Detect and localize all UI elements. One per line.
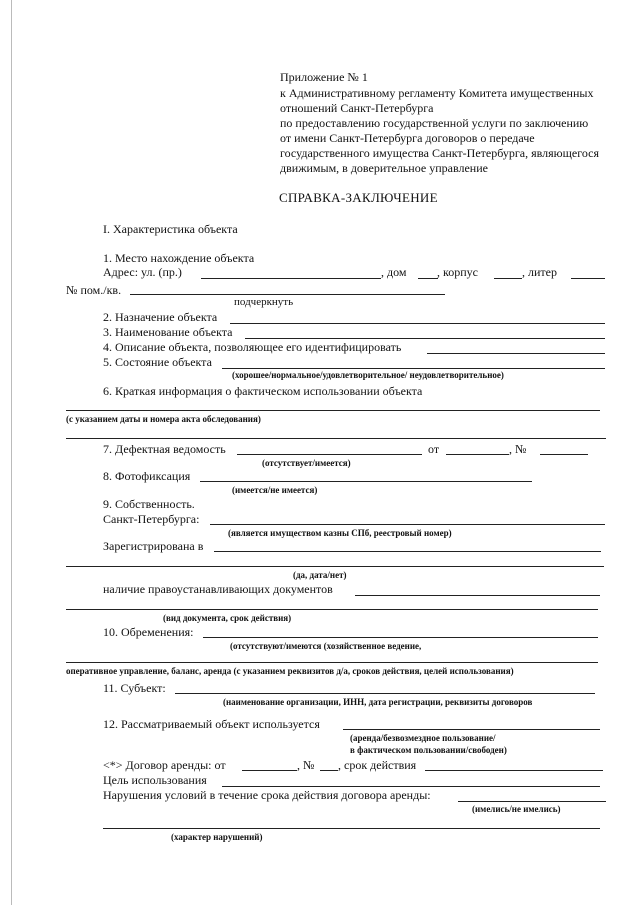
violations-nature-field[interactable]	[103, 828, 600, 829]
item-11-label: 11. Субъект:	[103, 681, 166, 695]
defect-list-field[interactable]	[237, 454, 422, 455]
appendix-line: к Административному регламенту Комитета имущественных	[280, 86, 594, 100]
subject-field[interactable]	[175, 693, 595, 694]
appendix-line: от имени Санкт-Петербурга договоров о передаче	[280, 131, 535, 145]
room-label: № пом./кв.	[66, 283, 122, 297]
title-docs-field-2[interactable]	[66, 609, 598, 610]
registered-hint: (да, дата/нет)	[293, 570, 347, 580]
lease-date-field[interactable]	[242, 770, 297, 771]
underline-hint: подчеркнуть	[234, 296, 294, 308]
registered-label: Зарегистрирована в	[103, 539, 204, 553]
item-8-label: 8. Фотофиксация	[103, 469, 191, 483]
purpose-of-use-field[interactable]	[222, 786, 600, 787]
item-4-label: 4. Описание объекта, позволяющее его идентифицировать	[103, 340, 402, 354]
defect-date-label: от	[428, 442, 440, 456]
letter-label: , литер	[522, 265, 557, 279]
photo-hint: (имеется/не имеется)	[232, 485, 318, 495]
item-9-label: 9. Собственность.	[103, 497, 195, 511]
title-docs-field[interactable]	[355, 595, 600, 596]
item-12-label: 12. Рассматриваемый объект используется	[103, 717, 320, 731]
usage-type-hint-1: (аренда/безвозмездное пользование/	[350, 733, 496, 743]
subject-hint: (наименование организации, ИНН, дата регистрации, реквизиты договоров	[223, 697, 533, 707]
violations-nature-hint: (характер нарушений)	[171, 832, 263, 842]
building-field[interactable]	[494, 278, 522, 279]
encumbrance-field[interactable]	[203, 637, 598, 638]
registered-field[interactable]	[214, 551, 601, 552]
violations-hint: (имелись/не имелись)	[472, 804, 561, 814]
street-field[interactable]	[201, 278, 381, 279]
spb-field[interactable]	[210, 524, 605, 525]
room-field[interactable]	[130, 294, 445, 295]
item-3-label: 3. Наименование объекта	[103, 325, 233, 339]
appendix-line: отношений Санкт-Петербурга	[280, 101, 434, 115]
title-docs-hint: (вид документа, срок действия)	[163, 613, 292, 623]
item-6-label: 6. Краткая информация о фактическом использовании объекта	[103, 384, 423, 398]
condition-hint: (хорошее/нормальное/удовлетворительное/ неудовлетворительное)	[232, 370, 504, 380]
photo-field[interactable]	[200, 481, 532, 482]
usage-field-2[interactable]	[66, 438, 606, 439]
usage-hint: (с указанием даты и номера акта обследования)	[66, 414, 261, 424]
description-field[interactable]	[427, 353, 605, 354]
usage-field[interactable]	[66, 410, 600, 411]
lease-term-label: , срок действия	[338, 758, 417, 772]
house-field[interactable]	[418, 278, 438, 279]
item-10-label: 10. Обременения:	[103, 625, 194, 639]
name-field[interactable]	[245, 338, 605, 339]
lease-number-field[interactable]	[320, 770, 338, 771]
item-2-label: 2. Назначение объекта	[103, 310, 218, 324]
condition-field[interactable]	[222, 368, 605, 369]
defect-number-field[interactable]	[540, 454, 588, 455]
appendix-line: по предоставлению государственной услуги по заключению	[280, 116, 589, 130]
violations-field[interactable]	[458, 801, 606, 802]
lease-label: <*> Договор аренды: от	[103, 758, 226, 772]
encumbrance-field-2[interactable]	[66, 662, 598, 663]
document-title: СПРАВКА-ЗАКЛЮЧЕНИЕ	[279, 190, 438, 205]
house-label: , дом	[381, 265, 407, 279]
purpose-of-use-label: Цель использования	[103, 773, 207, 787]
registered-field-2[interactable]	[66, 566, 604, 567]
item-1-label: 1. Место нахождение объекта	[103, 251, 255, 265]
usage-type-field[interactable]	[343, 729, 600, 730]
appendix-title: Приложение № 1	[280, 70, 368, 84]
title-docs-label: наличие правоустанавливающих документов	[103, 582, 333, 596]
encumbrance-hint-1: (отсутствуют/имеются (хозяйственное ведение,	[230, 641, 422, 651]
appendix-line: государственного имущества Санкт-Петербурга, являющегося	[280, 146, 599, 160]
address-label: Адрес: ул. (пр.)	[103, 265, 182, 279]
letter-field[interactable]	[571, 278, 605, 279]
lease-number-label: , №	[297, 758, 315, 772]
item-7-label: 7. Дефектная ведомость	[103, 442, 226, 456]
lease-term-field[interactable]	[425, 770, 603, 771]
defect-number-label: , №	[509, 442, 527, 456]
appendix-line: движимым, в доверительное управление	[280, 161, 488, 175]
purpose-field[interactable]	[230, 323, 605, 324]
usage-type-hint-2: в фактическом пользовании/свободен)	[350, 745, 507, 755]
violations-label: Нарушения условий в течение срока действия договора аренды:	[103, 788, 431, 802]
spb-hint: (является имуществом казны СПб, реестровый номер)	[228, 528, 452, 538]
building-label: , корпус	[437, 265, 478, 279]
encumbrance-hint-2: оперативное управление, баланс, аренда (с указанием реквизитов д/а, сроков действия, целей использования)	[66, 666, 514, 676]
section-heading: I. Характеристика объекта	[103, 222, 238, 236]
defect-hint: (отсутствует/имеется)	[262, 458, 351, 468]
defect-date-field[interactable]	[446, 454, 509, 455]
scan-edge	[11, 0, 12, 905]
item-5-label: 5. Состояние объекта	[103, 355, 212, 369]
spb-label: Санкт-Петербурга:	[103, 512, 200, 526]
